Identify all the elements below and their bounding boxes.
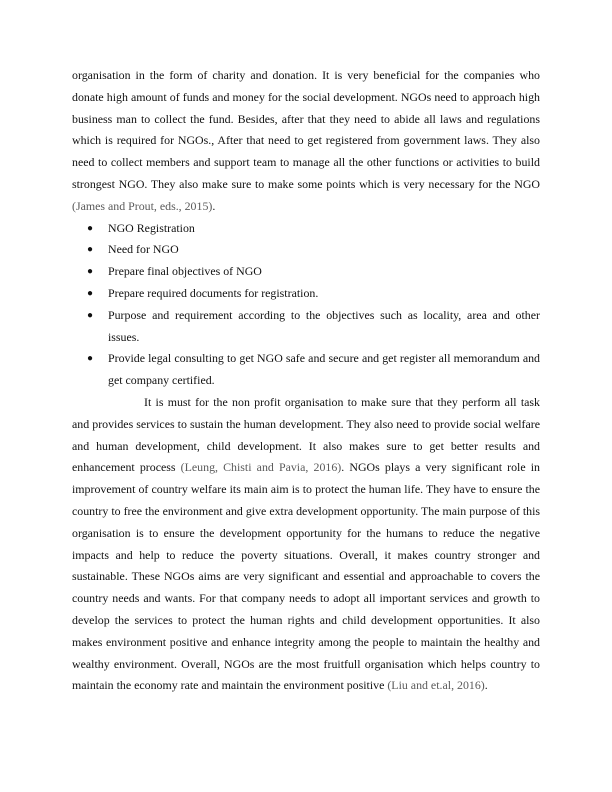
list-item-text: Prepare required documents for registration.: [108, 285, 319, 300]
bullet-icon: ●: [87, 353, 94, 365]
list-item-text: NGO Registration: [108, 220, 195, 235]
paragraph-end: .: [212, 198, 216, 213]
bullet-icon: ●: [87, 309, 94, 321]
list-item-text: Provide legal consulting to get NGO safe and secure and get register all memorandum and get company certified.: [108, 351, 540, 388]
citation: (Leung, Chisti and Pavia, 2016): [180, 460, 342, 475]
list-item: [72, 283, 540, 305]
paragraph-text: It is must for the non profit organisation to make sure that they perform all task and provides services to sustain the human development. They also need to provide social welfare and human development, child development. It also makes sure to get better results and enhancement process: [72, 394, 540, 475]
list-item: [72, 218, 540, 240]
paragraph-text: organisation in the form of charity and donation. It is very beneficial for the companies who donate high amount of funds and money for the social development. NGOs need to approach high business man to collect the fund. Besides, after that they need to abide all laws and regulations which is required for NGOs., After that need to get registered from government laws. They also need to collect members and support team to manage all the other functions or activities to build strongest NGO. They also make sure to make some points which is very necessary for the NGO: [72, 68, 540, 191]
paragraph-end: .: [484, 678, 488, 693]
bullet-list: [72, 218, 540, 392]
bullet-icon: ●: [87, 222, 94, 234]
citation: (James and Prout, eds., 2015): [72, 198, 213, 213]
list-item: [72, 348, 540, 392]
bullet-icon: ●: [87, 244, 94, 256]
list-item-text: Prepare final objectives of NGO: [108, 264, 262, 279]
bullet-icon: ●: [87, 287, 94, 299]
list-item-text: Purpose and requirement according to the objectives such as locality, area and other issues.: [108, 307, 540, 344]
citation: (Liu and et.al, 2016): [387, 678, 485, 693]
bullet-icon: ●: [87, 266, 94, 278]
paragraph-intro: [72, 65, 540, 218]
list-item: [72, 261, 540, 283]
list-item: [72, 239, 540, 261]
paragraph-body: [72, 392, 540, 697]
list-item: [72, 305, 540, 349]
document-page: [72, 65, 540, 697]
list-item-text: Need for NGO: [108, 242, 179, 257]
paragraph-text: . NGOs plays a very significant role in improvement of country welfare its main aim is to protect the human life. They have to ensure the country to free the environment and give extra development opportunity. The main purpose of this organisation is to ensure the development opportunity for the humans to reduce the negative impacts and help to reduce the poverty situations. Overall, it makes country stronger and sustainable. These NGOs aims are very significant and essential and approachable to covers the country needs and wants. For that company needs to adopt all important services and growth to develop the services to protect the human rights and child development opportunities. It also makes environment positive and enhance integrity among the people to maintain the healthy and wealthy environment. Overall, NGOs are the most fruitfull organisation which helps country to maintain the economy rate and maintain the environment positive: [72, 460, 541, 693]
